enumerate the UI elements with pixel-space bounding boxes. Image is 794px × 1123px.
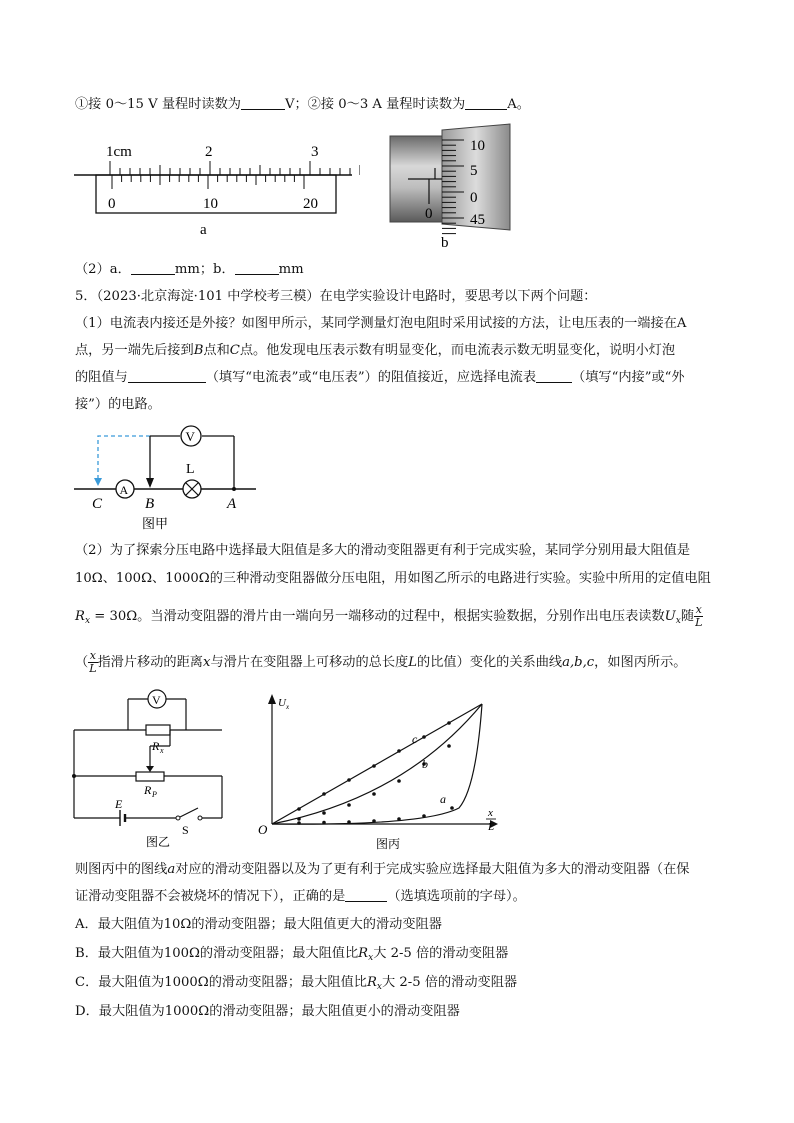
curve-a-point xyxy=(397,817,401,821)
lamp-label: L xyxy=(186,462,195,477)
q5-p1-line2: 点，另一端先后接到B点和C点。他发现电压表示数有明显变化，而电流表示数无明显变化，说明小灯泡 xyxy=(75,343,676,358)
q5-p2-line1: （2）为了探索分压电路中选择最大阻值是多大的滑动变阻器更有利于完成实验，某同学分别用最大阻值是 xyxy=(75,543,691,558)
thimble-label-5: 5 xyxy=(470,163,478,179)
curve-c-point xyxy=(322,792,326,796)
q5-p1-line4: 接”）的电路。 xyxy=(75,397,161,412)
q4-line2: （2）a． mm；b． mm xyxy=(75,262,304,277)
rx-label: R xyxy=(152,739,160,753)
figure-bing-caption: 图丙 xyxy=(376,837,401,851)
curve-c-point xyxy=(422,735,426,739)
curve-c-point xyxy=(347,778,351,782)
rp-label: R xyxy=(144,783,152,797)
vernier-label-10: 10 xyxy=(203,196,218,212)
y-axis-label: U xyxy=(278,697,286,709)
voltmeter-label: V xyxy=(152,693,161,707)
point-a-label: A xyxy=(227,496,237,512)
answer-blank[interactable] xyxy=(536,369,572,383)
vernier-label-20: 20 xyxy=(303,196,318,212)
figure-yi-circuit xyxy=(70,686,230,850)
figure-b-caption: b xyxy=(441,235,449,251)
vernier-caliper-figure xyxy=(70,138,360,240)
curve-b-point xyxy=(397,779,401,783)
answer-blank[interactable] xyxy=(465,96,507,110)
thimble-label-0: 0 xyxy=(470,190,478,206)
answer-blank[interactable] xyxy=(235,261,279,275)
fraction-x-over-l: $\frac{x}{L}$ xyxy=(89,649,97,675)
main-scale-label-1cm: 1cm xyxy=(106,144,132,160)
thimble-label-10: 10 xyxy=(470,138,485,154)
q5-header: 5．（2023·北京海淀·101 中学校考三模）在电学实验设计电路时，要思考以下两个问题： xyxy=(75,289,597,304)
q5-p2-line2: 10Ω、100Ω、1000Ω的三种滑动变阻器做分压电阻，用如图乙所示的电路进行实验。实验中所用的定值电阻 xyxy=(75,571,711,586)
point-b-label: B xyxy=(145,496,155,512)
curve-b-point xyxy=(447,744,451,748)
curve-b-label: b xyxy=(422,757,428,771)
figure-a-caption: a xyxy=(200,222,207,238)
origin-label: O xyxy=(258,822,268,837)
curve-a-point xyxy=(347,820,351,824)
curve-c xyxy=(272,704,482,824)
curve-c-label: c xyxy=(412,732,418,746)
curve-c-point xyxy=(297,807,301,811)
curve-b-point xyxy=(297,817,301,821)
option-d[interactable]: D．最大阻值为1000Ω的滑动变阻器；最大阻值更小的滑动变阻器 xyxy=(75,1004,460,1019)
sleeve-zero-label: 0 xyxy=(425,206,433,222)
q5-p1-line1: （1）电流表内接还是外接？如图甲所示，某同学测量灯泡电阻时采用试接的方法，让电压表的一端接在A xyxy=(75,316,687,331)
q5-p1-line3: 的阻值与 （填写“电流表”或“电压表”）的阻值接近，应选择电流表 （填写“内接”或“外 xyxy=(75,370,685,385)
q5-question-line1: 则图丙中的图线a对应的滑动变阻器以及为了更有利于完成实验应选择最大阻值为多大的滑动变阻器（在保 xyxy=(75,862,690,877)
rp-sub: P xyxy=(152,790,157,799)
option-c[interactable]: C．最大阻值为1000Ω的滑动变阻器；最大阻值比$R_x$大 2-5 倍的滑动变阻器 xyxy=(75,975,518,992)
q4-line1: ①接 0～15 V 量程时读数为 V；②接 0～3 A 量程时读数为 A。 xyxy=(75,97,530,112)
point-c-label: C xyxy=(92,496,103,512)
answer-blank[interactable] xyxy=(128,369,206,383)
x-axis-den: L xyxy=(488,821,495,833)
x-axis-num: x xyxy=(488,807,493,819)
y-axis-sub: x xyxy=(286,703,290,711)
option-a[interactable]: A．最大阻值为10Ω的滑动变阻器；最大阻值更大的滑动变阻器 xyxy=(75,917,442,932)
vernier-label-0: 0 xyxy=(108,196,116,212)
curve-a-point xyxy=(450,806,454,810)
curve-c-point xyxy=(447,721,451,725)
answer-blank[interactable] xyxy=(131,261,175,275)
curve-c-point xyxy=(397,749,401,753)
curve-a-point xyxy=(372,819,376,823)
curve-c-point xyxy=(372,764,376,768)
voltmeter-label: V xyxy=(185,429,195,444)
figure-yi-caption: 图乙 xyxy=(146,835,171,849)
main-scale-label-2: 2 xyxy=(205,144,213,160)
battery-e-label: E xyxy=(115,797,123,811)
q5-p2-line4: （ $\frac{x}{L}$ 指滑片移动的距离x与滑片在变阻器上可移动的总长度L的比值）变化的关系曲线a,b,c，如图丙所示。 xyxy=(75,649,687,675)
thimble-label-45: 45 xyxy=(470,212,485,228)
curve-a-point xyxy=(422,814,426,818)
main-scale-label-3: 3 xyxy=(311,144,319,160)
fraction-x-over-l: $\frac{x}{L}$ xyxy=(695,603,703,629)
curve-a-label: a xyxy=(440,792,446,806)
option-b[interactable]: B．最大阻值为100Ω的滑动变阻器；最大阻值比$R_x$大 2-5 倍的滑动变阻器 xyxy=(75,946,509,963)
curve-b-point xyxy=(322,811,326,815)
answer-blank[interactable] xyxy=(345,888,387,902)
rx-sub: x xyxy=(160,746,164,755)
ammeter-label: A xyxy=(119,483,129,497)
micrometer-figure xyxy=(388,122,518,252)
figure-jia-caption: 图甲 xyxy=(142,516,169,531)
curve-b-point xyxy=(372,792,376,796)
curve-a-point xyxy=(297,821,301,825)
figure-jia-circuit xyxy=(72,422,262,534)
answer-blank[interactable] xyxy=(241,96,285,110)
figure-bing-graph xyxy=(254,688,504,852)
curve-a-point xyxy=(322,821,326,825)
switch-s-label: S xyxy=(182,823,189,837)
curve-b-point xyxy=(347,803,351,807)
q5-question-line2: 证滑动变阻器不会被烧坏的情况下），正确的是 （选填选项前的字母）。 xyxy=(75,889,526,904)
q5-p2-line3: $R_x = 30\Omega$。当滑动变阻器的滑片由一端向另一端移动的过程中，根据实验数据，分别作出电压表读数$U_x$随 $\frac{x}{L}$ xyxy=(75,603,703,629)
